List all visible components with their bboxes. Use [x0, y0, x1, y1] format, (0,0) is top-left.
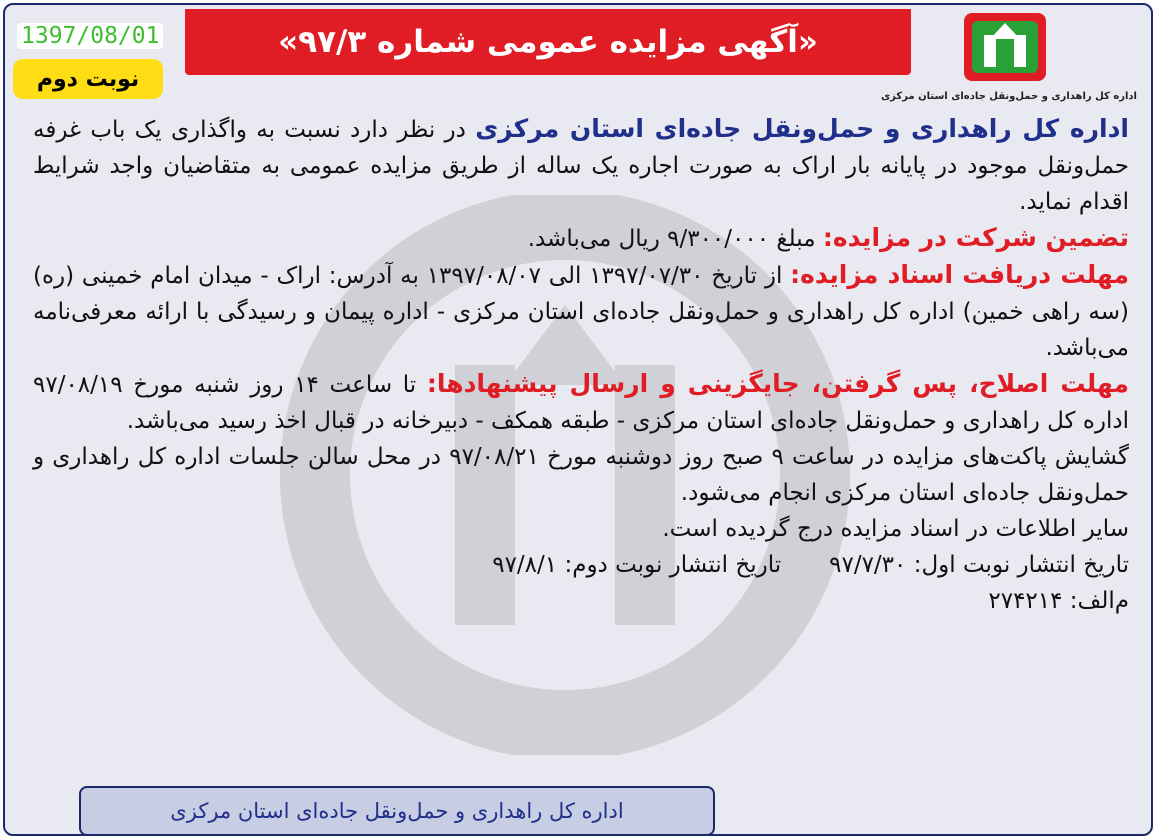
- bids-paragraph: [33, 366, 1129, 439]
- org-caption: اداره کل راهداری و حمل‌ونقل جاده‌ای استان مرکزی: [881, 91, 1137, 102]
- opening-paragraph: گشایش پاکت‌های مزایده در ساعت ۹ صبح روز دوشنبه مورخ ۹۷/۰۸/۲۱ در محل سالن جلسات اداره کل راهداری و حمل‌ونقل جاده‌ای استان مرکزی انجام می‌شود.: [33, 444, 1129, 506]
- guarantee-text: مبلغ ۹/۳۰۰/۰۰۰ ریال می‌باشد.: [527, 226, 823, 252]
- intro-text: در نظر دارد نسبت به واگذاری یک باب غرفه حمل‌ونقل موجود در پایانه بار اراک به صورت اجاره یک ساله از طریق مزایده عمومی به متقاضیان واجد شرایط اقدام نماید.: [33, 117, 1129, 215]
- publication-dates: [33, 547, 1129, 583]
- notice-title: «آگهی مزایده عمومی شماره ۹۷/۳»: [185, 9, 911, 75]
- pub-first: تاریخ انتشار نوبت اول: ۹۷/۷/۳۰: [829, 552, 1129, 578]
- other-info: سایر اطلاعات در اسناد مزایده درج گردیده است.: [662, 516, 1129, 542]
- intro-org: اداره کل راهداری و حمل‌ونقل جاده‌ای استان مرکزی: [475, 114, 1129, 143]
- bids-label: مهلت اصلاح، پس گرفتن، جایگزینی و ارسال پیشنهادها:: [426, 369, 1129, 398]
- round-badge: نوبت دوم: [13, 59, 163, 99]
- pub-second: تاریخ انتشار نوبت دوم: ۹۷/۸/۱: [492, 552, 782, 578]
- notice-frame: [3, 3, 1153, 836]
- deadline-text: از تاریخ ۱۳۹۷/۰۷/۳۰ الی ۱۳۹۷/۰۸/۰۷ به آدرس: اراک - میدان امام خمینی (ره) (سه راهی خمین) اداره کل راهداری و حمل‌ونقل جاده‌ای استان مرکزی - اداره پیمان و رسیدگی با ارائه معرفی‌نامه می‌باشد.: [33, 263, 1129, 361]
- guarantee-paragraph: [33, 220, 1129, 257]
- notice-body: [33, 111, 1129, 619]
- guarantee-label: تضمین شرکت در مزایده:: [822, 223, 1129, 252]
- bids-text: تا ساعت ۱۴ روز شنبه مورخ ۹۷/۰۸/۱۹ اداره کل راهداری و حمل‌ونقل جاده‌ای استان مرکزی - طبقه همکف - دبیرخانه در قبال اخذ رسید می‌باشد.: [33, 372, 1129, 434]
- date-badge-group: [11, 13, 160, 93]
- deadline-paragraph: [33, 257, 1129, 366]
- footer-org: اداره کل راهداری و حمل‌ونقل جاده‌ای استان مرکزی: [79, 786, 715, 836]
- deadline-label: مهلت دریافت اسناد مزایده:: [790, 260, 1129, 289]
- publish-date: 1397/08/01: [17, 23, 163, 49]
- notice-code: م‌الف: ۲۷۴۲۱۴: [988, 588, 1129, 614]
- intro-paragraph: [33, 111, 1129, 220]
- road-admin-logo-icon: [960, 9, 1050, 85]
